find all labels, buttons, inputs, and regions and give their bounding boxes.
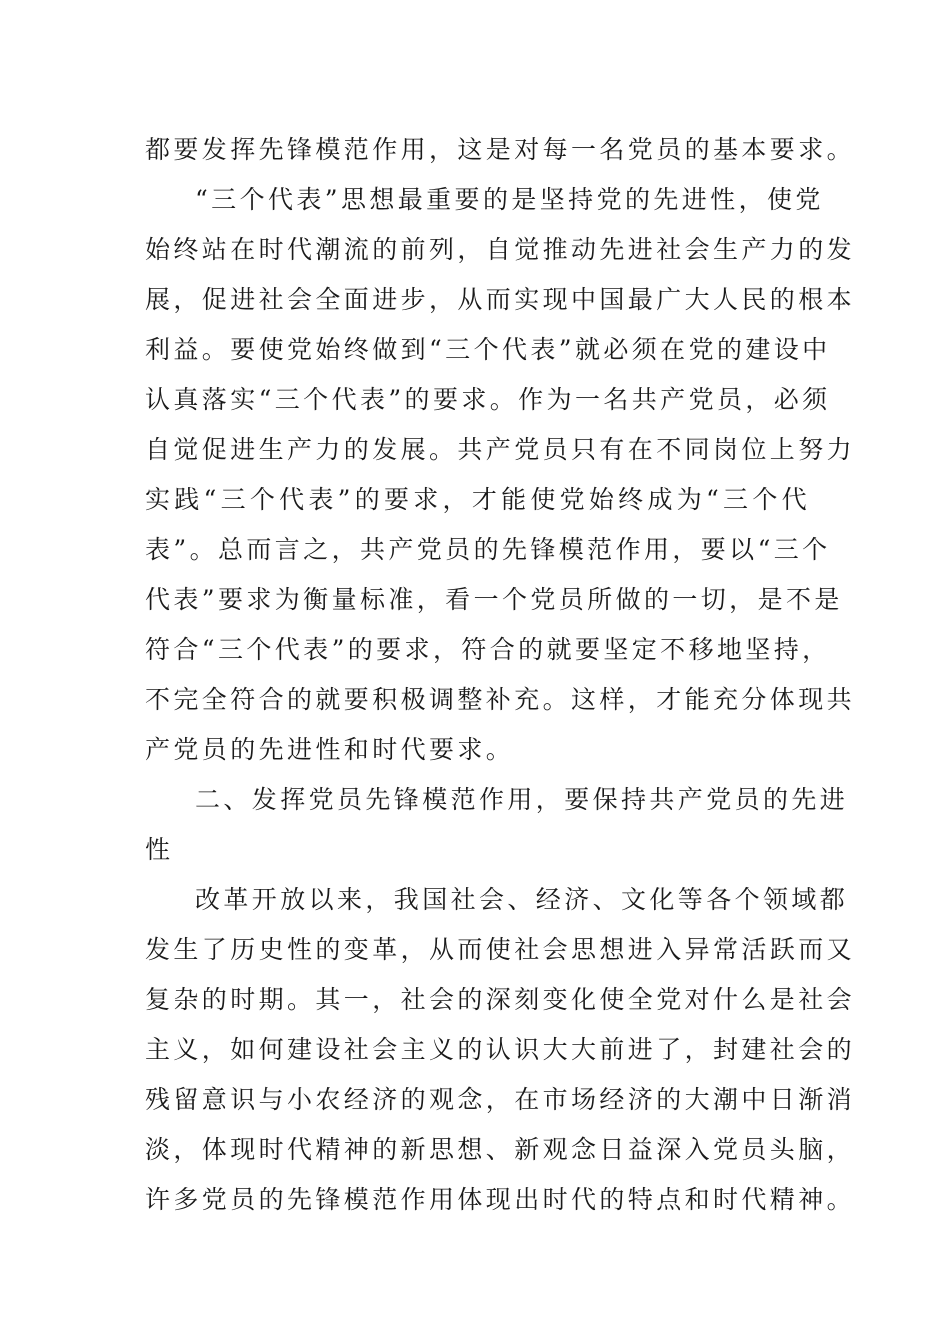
text-line: 主义，如何建设社会主义的认识大大前进了，封建社会的 [145,1035,856,1064]
paragraph-first-line: “三个代表”思想最重要的是坚持党的先进性，使党 [195,185,824,214]
text-line: 复杂的时期。其一，社会的深刻变化使全党对什么是社会 [145,985,856,1014]
text-line: 始终站在时代潮流的前列，自觉推动先进社会生产力的发 [145,235,856,264]
section-heading-end: 性 [145,835,174,864]
section-heading: 二、发挥党员先锋模范作用，要保持共产党员的先进 [195,785,849,814]
text-line: 都要发挥先锋模范作用，这是对每一名党员的基本要求。 [145,135,856,164]
text-line: 实践“三个代表”的要求，才能使党始终成为“三个代 [145,485,810,514]
paragraph-first-line: 改革开放以来，我国社会、经济、文化等各个领域都 [195,885,849,914]
text-line: 符合“三个代表”的要求，符合的就要坚定不移地坚持， [145,635,831,664]
text-line: 认真落实“三个代表”的要求。作为一名共产党员，必须 [145,385,831,414]
text-line: 发生了历史性的变革，从而使社会思想进入异常活跃而又 [145,935,856,964]
text-line: 残留意识与小农经济的观念，在市场经济的大潮中日渐消 [145,1085,856,1114]
text-line: 展，促进社会全面进步，从而实现中国最广大人民的根本 [145,285,856,314]
text-line: 利益。要使党始终做到“三个代表”就必须在党的建设中 [145,335,831,364]
text-line: 代表”要求为衡量标准，看一个党员所做的一切，是不是 [145,585,843,614]
text-line: 许多党员的先锋模范作用体现出时代的特点和时代精神。 [145,1185,856,1214]
text-line: 淡，体现时代精神的新思想、新观念日益深入党员头脑， [145,1135,856,1164]
text-line: 不完全符合的就要积极调整补充。这样，才能充分体现共 [145,685,856,714]
paragraph-last-line: 产党员的先进性和时代要求。 [145,735,515,764]
text-line: 表”。总而言之，共产党员的先锋模范作用，要以“三个 [145,535,831,564]
text-line: 自觉促进生产力的发展。共产党员只有在不同岗位上努力 [145,435,856,464]
